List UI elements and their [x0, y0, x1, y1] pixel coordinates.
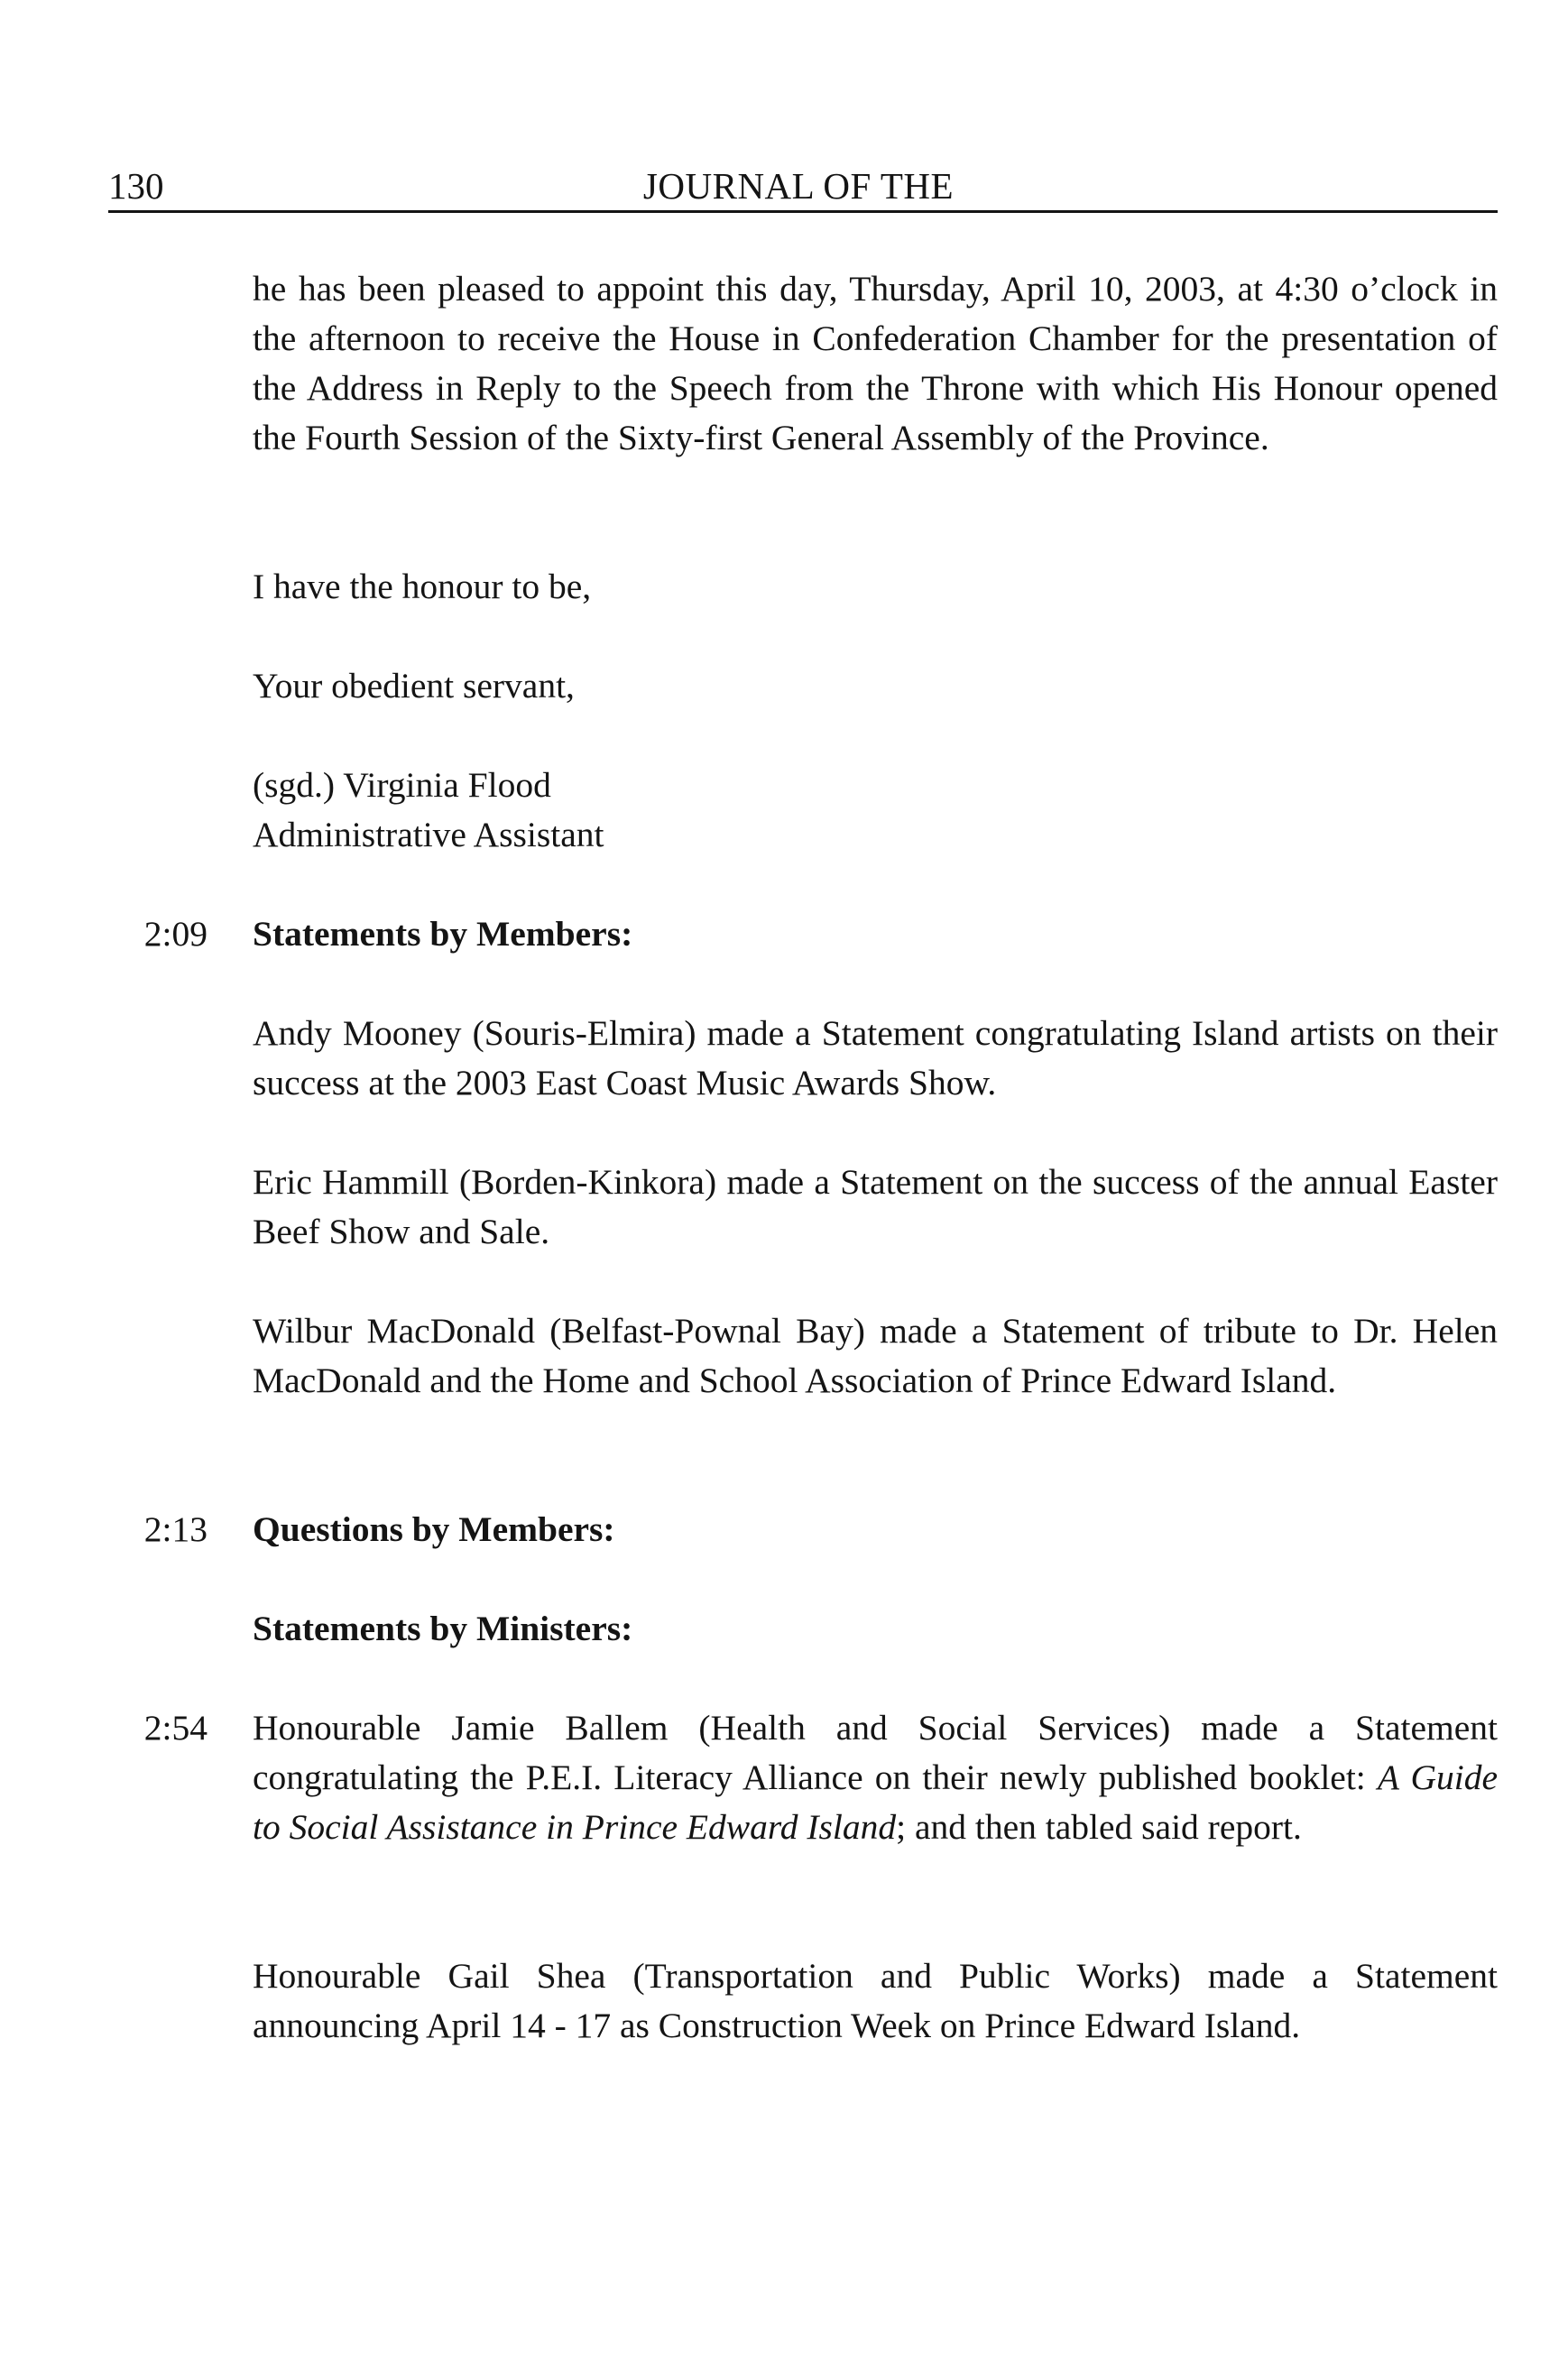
page-number: 130 [108, 165, 164, 207]
letter-paragraph: he has been pleased to appoint this day, Thursday, April 10, 2003, at 4:30 o’clock in the afternoon to receive the House in Confederation Chamber for the presentation of the Address in Reply to the Speech from the Throne with which His Honour opened the Fourth Session of the Sixty-first General Assembly of the Province. [253, 269, 1498, 457]
letter-body [253, 264, 1498, 463]
time-stamp: 2:13 [143, 1509, 208, 1549]
section-heading-ministers: Statements by Ministers: [253, 1609, 633, 1648]
page-header [108, 155, 1489, 209]
running-head: JOURNAL OF THE [642, 165, 955, 207]
letter-closing-2: Your obedient servant, [253, 666, 575, 706]
time-stamp: 2:54 [143, 1708, 208, 1748]
time-stamp: 2:09 [143, 914, 208, 954]
minister-statement-shea: Honourable Gail Shea (Transportation and Public Works) made a Statement announcing April 14 - 17 as Construction Week on Prince Edward Island. [253, 1956, 1498, 2045]
statement-item: Wilbur MacDonald (Belfast-Pownal Bay) made a Statement of tribute to Dr. Helen MacDonald and the Home and School Association of Prince Edward Island. [253, 1311, 1498, 1400]
signature-name: (sgd.) Virginia Flood [253, 765, 551, 805]
statement-item: Andy Mooney (Souris-Elmira) made a Statement congratulating Island artists on their success at the 2003 East Coast Music Awards Show. [253, 1013, 1498, 1102]
signature-block [253, 761, 1498, 860]
section-heading-members: Statements by Members: [253, 914, 633, 954]
letter-closing-1: I have the honour to be, [253, 567, 592, 606]
booklet-title: A Guide to Social Assistance in Prince Edward Island [253, 1757, 1498, 1847]
signature-title: Administrative Assistant [253, 815, 604, 854]
section-heading-questions: Questions by Members: [253, 1509, 615, 1549]
statement-item: Eric Hammill (Borden-Kinkora) made a Statement on the success of the annual Easter Beef Show and Sale. [253, 1162, 1498, 1251]
header-rule [108, 210, 1498, 213]
minister-statement-ballem: Honourable Jamie Ballem (Health and Social Services) made a Statement congratulating the P.E.I. Literacy Alliance on their newly published booklet: A Guide to Social Assistance in Prince Edward Island; and then tabled said report. [253, 1708, 1498, 1847]
